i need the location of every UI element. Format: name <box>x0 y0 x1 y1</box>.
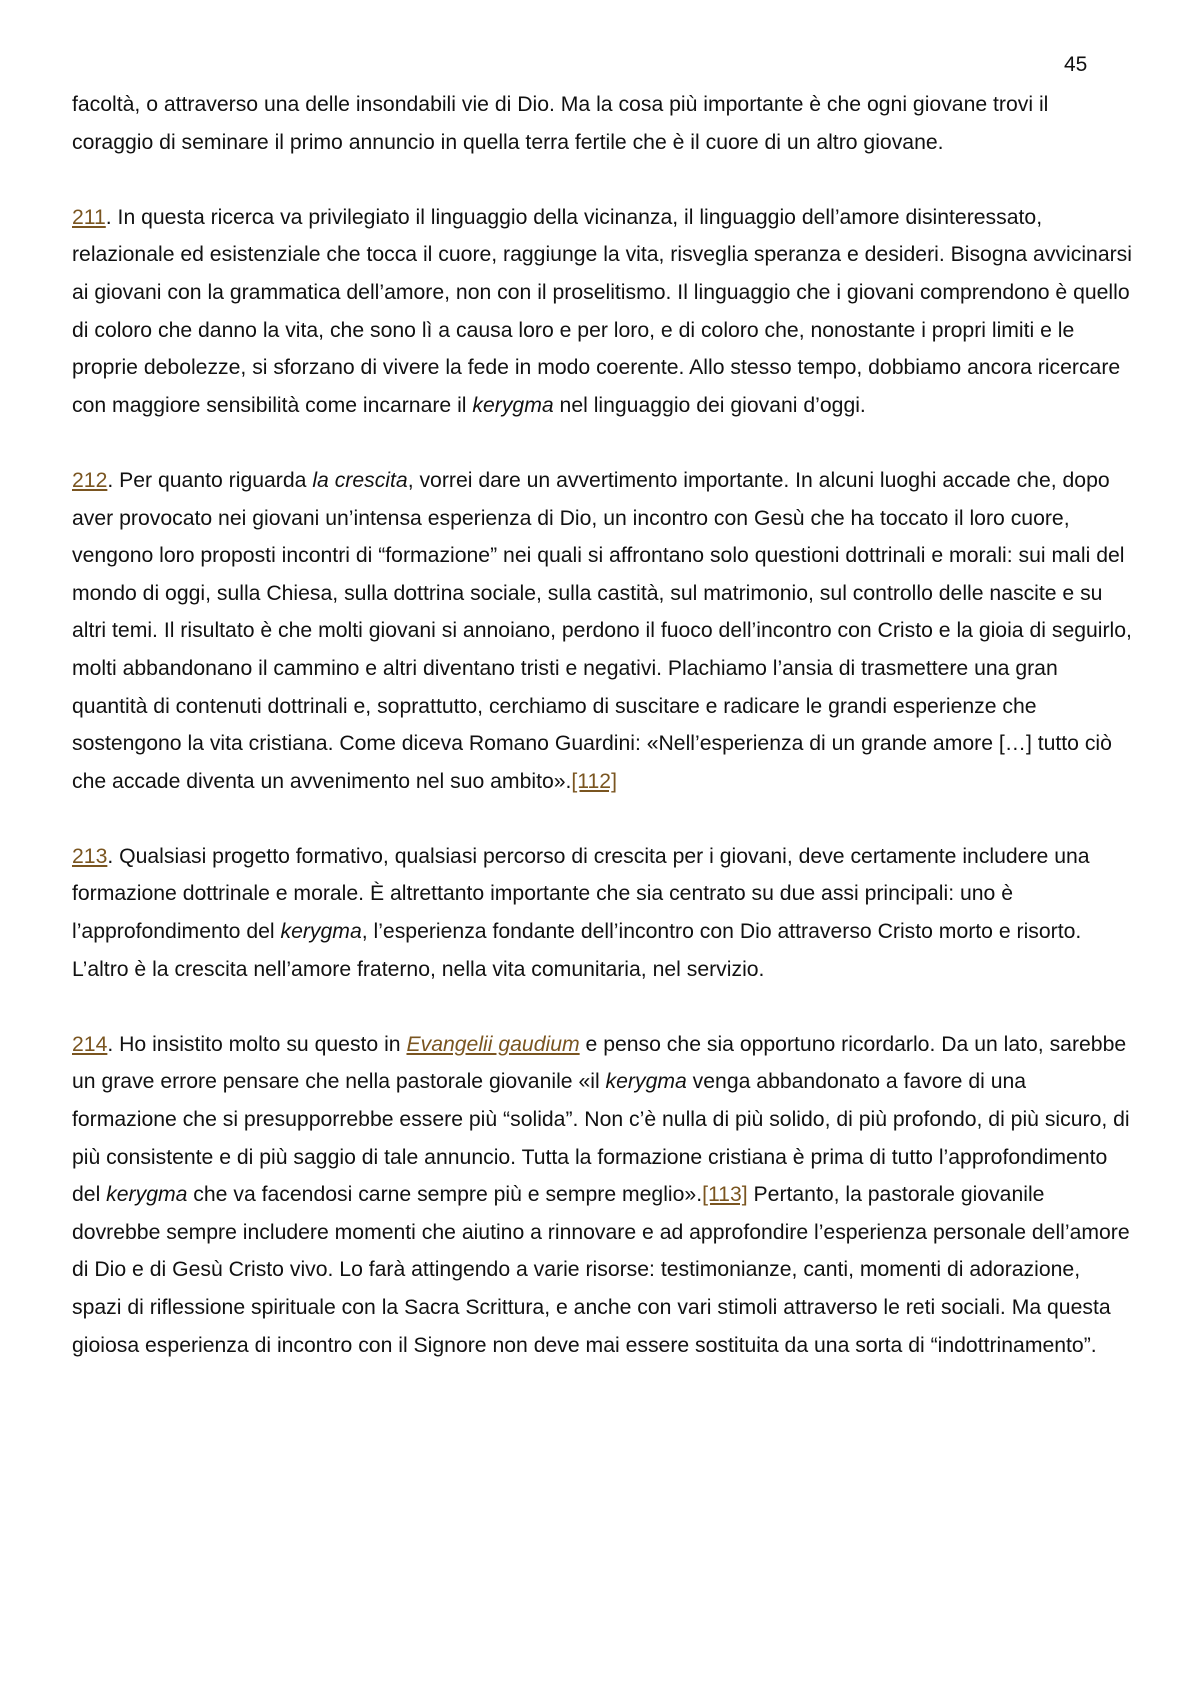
paragraph-number-link-211[interactable]: 211 <box>72 205 106 229</box>
page-number: 45 <box>1064 53 1088 76</box>
paragraph-text: , vorrei dare un avvertimento importante. In alcuni luoghi accade che, dopo aver provocato nei giovani un’intensa esperienza di Dio, un incontro con Gesù che ha toccato il loro cuore, vengono loro proposti incontri di “formazione” nei quali si affrontano solo questioni dottrinali e morali: sui mali del mondo di oggi, sulla Chiesa, sulla dottrina sociale, sulla castità, sul matrimonio, sul controllo delle nascite e su altri temi. Il risultato è che molti giovani si annoiano, perdono il fuoco dell’incontro con Cristo e la gioia di seguirlo, molti abbandonano il cammino e altri diventano tristi e negativi. Plachiamo l’ansia di trasmettere una gran quantità di contenuti dottrinali e, soprattutto, cerchiamo di suscitare e radicare le grandi esperienze che sostengono la vita cristiana. Come diceva Romano Guardini: «Nell’esperienza di un grande amore […] tutto ciò che accade diventa un avvenimento nel suo ambito». <box>72 468 1132 793</box>
italic-term: kerygma <box>280 920 362 944</box>
paragraph-text: Pertanto, la pastorale giovanile dovrebbe sempre includere momenti che aiutino a rinnovare e ad approfondire l’esperienza personale dell’amore di Dio e di Gesù Cristo vivo. Lo farà attingendo a varie risorse: testimonianze, canti, momenti di adorazione, spazi di riflessione spirituale con la Sacra Scrittura, e anche con vari stimoli attraverso le reti sociali. Ma questa gioiosa esperienza di incontro con il Signore non deve mai essere sostituita da una sorta di “indottrinamento”. <box>72 1183 1130 1357</box>
italic-term: kerygma <box>472 393 554 417</box>
link-italic-title: Evangelii gaudium <box>406 1032 580 1056</box>
paragraph-text: . Per quanto riguarda <box>107 468 313 492</box>
paragraph-text: nel linguaggio dei giovani d’oggi. <box>553 393 866 417</box>
paragraph-number-link-213[interactable]: 213 <box>72 844 108 868</box>
paragraph-text: . In questa ricerca va privilegiato il linguaggio della vicinanza, il linguaggio dell’amore disinteressato, relazionale ed esistenziale che tocca il cuore, raggiunge la vita, risveglia speranza e desideri. Bisogna avvicinarsi ai giovani con la grammatica dell’amore, non con il proselitismo. Il linguaggio che i giovani comprendono è quello di coloro che danno la vita, che sono lì a causa loro e per loro, e di coloro che, nonostante i propri limiti e le proprie debolezze, si sforzano di vivere la fede in modo coerente. Allo stesso tempo, dobbiamo ancora ricercare con maggiore sensibilità come incarnare il <box>72 205 1132 417</box>
paragraph-text: venga abbandonato a favore di una formazione che si presupporrebbe essere più “solida”. Non c’è nulla di più solido, di più profondo, di più sicuro, di più consistente e di più saggio di tale annuncio. Tutta la formazione cristiana è prima di tutto l’approfondimento del <box>72 1070 1130 1207</box>
footnote-link-113[interactable]: [113] <box>702 1183 748 1207</box>
paragraph-211 <box>72 199 1132 425</box>
paragraph-text: facoltà, o attraverso una delle insondabili vie di Dio. Ma la cosa più importante è che ogni giovane trovi il coraggio di seminare il primo annuncio in quella terra fertile che è il cuore di un altro giovane. <box>72 93 1049 154</box>
paragraph-number-link-214[interactable]: 214 <box>72 1032 108 1056</box>
evangelii-gaudium-link[interactable] <box>406 1033 579 1056</box>
paragraph-text: . Ho insistito molto su questo in <box>107 1032 407 1056</box>
italic-term: kerygma <box>106 1183 188 1207</box>
paragraph-213 <box>72 838 1132 988</box>
footnote-link-112[interactable]: [112] <box>571 769 617 793</box>
paragraph-text: , l’esperienza fondante dell’incontro con Dio attraverso Cristo morto e risorto. L’altro è la crescita nell’amore fraterno, nella vita comunitaria, nel servizio. <box>72 920 1082 981</box>
paragraph-continuation <box>72 86 1132 161</box>
paragraph-text: che va facendosi carne sempre più e sempre meglio». <box>187 1183 703 1207</box>
italic-term: kerygma <box>605 1070 687 1094</box>
document-body <box>72 86 1132 1364</box>
paragraph-text: . Qualsiasi progetto formativo, qualsiasi percorso di crescita per i giovani, deve certamente includere una formazione dottrinale e morale. È altrettanto importante che sia centrato su due assi principali: uno è l’approfondimento del <box>72 844 1090 944</box>
paragraph-214 <box>72 1026 1132 1364</box>
paragraph-212 <box>72 462 1132 800</box>
paragraph-text: e penso che sia opportuno ricordarlo. Da un lato, sarebbe un grave errore pensare che nella pastorale giovanile «il <box>72 1032 1127 1094</box>
paragraph-number-link-212[interactable]: 212 <box>72 468 108 492</box>
italic-term: la crescita <box>312 468 408 492</box>
